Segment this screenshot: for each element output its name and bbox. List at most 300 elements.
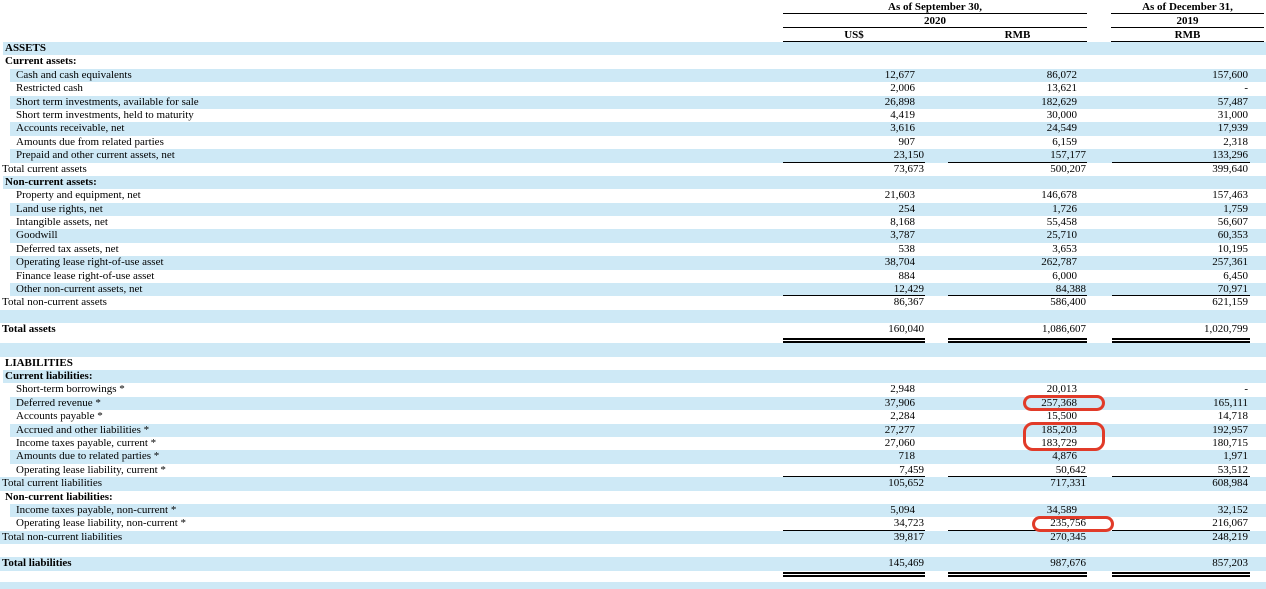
value-text: - [1244,82,1248,95]
value-usd [783,122,925,135]
value-text: 26,898 [884,95,915,108]
value-text: 4,876 [1052,450,1077,463]
value-rmb-2019 [1112,96,1250,109]
value-rmb-2020 [948,136,1087,149]
value-text: 27,060 [884,436,915,449]
value-usd [783,410,925,423]
column-gap [1087,464,1112,477]
value-text: 21,603 [884,189,915,202]
value-rmb-2020 [948,464,1087,477]
column-gap [1087,14,1111,28]
right-pad [1250,189,1266,202]
value-usd [783,42,925,55]
value-text: 39,817 [893,530,924,543]
row-label: Total assets [2,323,56,336]
column-gap [1087,136,1112,149]
value-text: 987,676 [1050,557,1086,570]
column-gap [925,383,948,396]
right-pad [1250,163,1266,176]
right-pad [1250,397,1266,410]
column-gap [925,504,948,517]
value-rmb-2020 [948,437,1087,450]
table-row-blank [0,582,1266,589]
table-row [0,383,1266,396]
value-usd [783,69,925,82]
value-usd [783,517,925,530]
value-rmb-2019 [1112,370,1250,383]
column-gap [925,283,948,296]
value-usd [783,464,925,477]
column-gap [1087,504,1112,517]
column-gap [925,410,948,423]
value-text: 6,159 [1052,135,1077,148]
right-pad [1250,229,1266,242]
value-text: 24,549 [1046,122,1077,135]
column-gap [925,464,948,477]
table-row [0,357,1266,370]
value-rmb-2020 [948,109,1087,122]
row-label: Accounts receivable, net [16,122,125,135]
value-text: 262,787 [1041,256,1077,269]
value-text: 38,704 [884,256,915,269]
row-label: Operating lease liability, current * [16,463,166,476]
column-gap [1087,323,1112,343]
value-rmb-2020 [948,383,1087,396]
column-gap [925,397,948,410]
value-usd [783,176,925,189]
value-usd [783,229,925,242]
column-gap [1087,397,1112,410]
value-text: 857,203 [1212,557,1248,570]
balance-sheet-table-body [0,42,1266,589]
value-rmb-2019 [1112,270,1250,283]
right-pad [1250,122,1266,135]
value-usd [783,82,925,95]
value-text: 17,939 [1217,122,1248,135]
row-label: Goodwill [16,229,58,242]
value-rmb-2020 [948,477,1087,490]
right-pad [1250,256,1266,269]
row-label: Current assets: [5,55,77,68]
table-row [0,477,1266,490]
column-gap [925,82,948,95]
column-gap [925,176,948,189]
right-pad [1250,357,1266,370]
value-rmb-2020 [948,504,1087,517]
value-text: 185,203 [1041,423,1077,436]
value-rmb-2019 [1112,491,1250,504]
value-rmb-2019 [1112,136,1250,149]
value-rmb-2020 [948,163,1087,176]
right-pad [1250,477,1266,490]
column-gap [1087,149,1112,162]
value-text: 6,450 [1223,269,1248,282]
right-pad [1250,504,1266,517]
value-text: 500,207 [1050,162,1086,175]
value-rmb-2020 [948,397,1087,410]
header-period-sep30: As of September 30, [783,0,1087,14]
value-text: 10,195 [1217,242,1248,255]
value-rmb-2020 [948,69,1087,82]
value-rmb-2020 [948,189,1087,202]
value-usd [783,216,925,229]
table-row [0,437,1266,450]
value-text: 216,067 [1212,517,1248,530]
value-usd [783,477,925,490]
value-rmb-2019 [1112,410,1250,423]
column-gap [925,437,948,450]
column-gap [925,296,948,309]
value-text: 248,219 [1212,530,1248,543]
value-text: 621,159 [1212,296,1248,309]
value-text: 56,607 [1217,216,1248,229]
value-usd [783,323,925,343]
value-rmb-2019 [1112,437,1250,450]
column-gap [925,96,948,109]
value-usd [783,383,925,396]
value-rmb-2019 [1112,397,1250,410]
column-gap [1087,557,1112,577]
right-pad [1250,42,1266,55]
column-gap [925,229,948,242]
value-rmb-2020 [948,176,1087,189]
value-text: 20,013 [1046,383,1077,396]
table-row [0,397,1266,410]
value-text: 105,652 [888,477,924,490]
value-rmb-2020 [948,96,1087,109]
value-text: 165,111 [1213,396,1248,409]
value-text: 192,957 [1212,423,1248,436]
column-gap [1087,477,1112,490]
value-rmb-2020 [948,557,1087,577]
column-gap [925,136,948,149]
column-gap [925,149,948,162]
value-text: 183,729 [1041,436,1077,449]
value-text: 13,621 [1046,82,1077,95]
column-gap [1087,109,1112,122]
value-rmb-2019 [1112,477,1250,490]
value-rmb-2019 [1112,283,1250,296]
value-rmb-2020 [948,323,1087,343]
value-text: 538 [898,242,915,255]
value-rmb-2020 [948,229,1087,242]
column-gap [1087,55,1112,68]
value-text: 27,277 [884,423,915,436]
table-row-blank [0,544,1266,557]
row-label: Non-current assets: [5,175,97,188]
column-gap [1087,0,1111,14]
right-pad [1250,270,1266,283]
value-rmb-2019 [1112,256,1250,269]
column-gap [1087,450,1112,463]
right-pad [1250,55,1266,68]
value-rmb-2020 [948,42,1087,55]
column-gap [925,491,948,504]
header-label-spacer [0,0,783,14]
value-usd [783,163,925,176]
value-rmb-2019 [1112,55,1250,68]
column-gap [1087,517,1112,530]
value-text: 133,296 [1212,149,1248,162]
row-label: Restricted cash [16,82,83,95]
table-row [0,69,1266,82]
value-rmb-2019 [1112,517,1250,530]
value-text: 86,072 [1046,68,1077,81]
value-rmb-2019 [1112,82,1250,95]
value-usd [783,531,925,544]
value-rmb-2019 [1112,149,1250,162]
value-text: 160,040 [888,323,924,336]
row-label: Non-current liabilities: [5,490,113,503]
header-label-spacer [0,28,783,42]
value-rmb-2020 [948,357,1087,370]
row-label: Amounts due to related parties * [16,450,160,463]
row-label: Cash and cash equivalents [16,68,132,81]
value-text: 5,094 [890,503,915,516]
right-pad [1250,370,1266,383]
value-usd [783,296,925,309]
right-pad [1250,136,1266,149]
right-pad [1250,517,1266,530]
row-label: Deferred tax assets, net [16,242,119,255]
column-gap [1087,96,1112,109]
value-rmb-2019 [1112,323,1250,343]
right-pad [1250,109,1266,122]
value-rmb-2020 [948,531,1087,544]
table-row [0,283,1266,296]
value-rmb-2019 [1112,189,1250,202]
value-usd [783,283,925,296]
right-pad [1250,69,1266,82]
right-pad [1250,450,1266,463]
value-text: 73,673 [893,162,924,175]
row-label: Finance lease right-of-use asset [16,269,155,282]
row-label: Short term investments, available for sale [16,95,199,108]
column-gap [925,243,948,256]
column-gap [1087,122,1112,135]
column-gap [925,256,948,269]
value-text: 84,388 [1055,283,1086,296]
row-label: Short-term borrowings * [16,383,125,396]
value-usd [783,357,925,370]
value-text: 235,756 [1050,517,1086,530]
column-gap [925,477,948,490]
value-text: 30,000 [1046,108,1077,121]
value-rmb-2019 [1112,163,1250,176]
column-gap [925,216,948,229]
value-usd [783,243,925,256]
table-row [0,189,1266,202]
row-label: Total liabilities [2,557,72,570]
value-text: 145,469 [888,557,924,570]
value-rmb-2020 [948,410,1087,423]
column-gap [925,270,948,283]
table-row [0,270,1266,283]
value-text: 157,600 [1212,68,1248,81]
right-pad [1250,383,1266,396]
column-gap [925,450,948,463]
table-row [0,136,1266,149]
table-header-row-2 [0,14,1266,28]
column-gap [1087,531,1112,544]
column-gap [925,357,948,370]
column-gap [925,163,948,176]
value-text: 53,512 [1217,463,1248,476]
value-usd [783,256,925,269]
value-rmb-2020 [948,450,1087,463]
value-text: 182,629 [1041,95,1077,108]
table-row [0,464,1266,477]
table-row [0,517,1266,530]
value-text: 157,177 [1050,149,1086,162]
value-usd [783,109,925,122]
value-text: 50,642 [1055,463,1086,476]
row-label: Amounts due from related parties [16,135,164,148]
value-rmb-2019 [1112,296,1250,309]
column-gap [1087,229,1112,242]
value-text: 8,168 [890,216,915,229]
table-row [0,557,1266,577]
column-gap [1087,491,1112,504]
value-usd [783,270,925,283]
value-usd [783,136,925,149]
row-label: Total non-current assets [2,296,107,309]
table-row [0,109,1266,122]
value-rmb-2020 [948,424,1087,437]
value-text: 15,500 [1046,410,1077,423]
column-gap [1087,203,1112,216]
value-text: 12,677 [884,68,915,81]
value-rmb-2019 [1112,531,1250,544]
col-header-rmb-2020: RMB [1004,29,1031,41]
row-label: Current liabilities: [5,369,93,382]
value-rmb-2019 [1112,383,1250,396]
table-row-blank [0,343,1266,356]
value-usd [783,96,925,109]
value-text: 254 [898,202,915,215]
row-label: Operating lease liability, non-current * [16,517,187,530]
column-gap [1087,424,1112,437]
table-header-row-3 [0,28,1266,42]
column-gap [1087,256,1112,269]
table-row [0,323,1266,343]
value-rmb-2019 [1112,357,1250,370]
value-text: 3,616 [890,122,915,135]
table-row [0,122,1266,135]
column-gap [925,122,948,135]
value-text: 2,948 [890,383,915,396]
right-pad [1250,283,1266,296]
right-pad [1250,149,1266,162]
right-pad [1250,437,1266,450]
value-text: 718 [898,450,915,463]
value-rmb-2020 [948,55,1087,68]
row-label: Property and equipment, net [16,189,141,202]
column-gap [1087,410,1112,423]
table-row [0,491,1266,504]
value-text: 399,640 [1212,162,1248,175]
column-gap [925,69,948,82]
column-gap [1087,243,1112,256]
row-label: Intangible assets, net [16,216,108,229]
column-gap [925,42,948,55]
value-text: 57,487 [1217,95,1248,108]
value-rmb-2019 [1112,243,1250,256]
value-text: 1,086,607 [1042,323,1086,336]
value-usd [783,203,925,216]
col-header-usd: US$ [844,29,864,41]
header-label-spacer [0,14,783,28]
value-rmb-2019 [1112,122,1250,135]
value-rmb-2019 [1112,203,1250,216]
table-row [0,149,1266,162]
value-text: - [1244,383,1248,396]
value-rmb-2020 [948,270,1087,283]
table-row [0,243,1266,256]
value-text: 3,653 [1052,242,1077,255]
value-rmb-2019 [1112,557,1250,577]
column-gap [1087,383,1112,396]
value-text: 70,971 [1217,283,1248,296]
value-usd [783,397,925,410]
value-text: 2,318 [1223,135,1248,148]
value-text: 32,152 [1217,503,1248,516]
value-text: 31,000 [1217,108,1248,121]
value-rmb-2020 [948,149,1087,162]
table-row [0,163,1266,176]
table-row [0,203,1266,216]
table-header-row-1 [0,0,1266,14]
right-pad [1250,531,1266,544]
value-rmb-2019 [1112,229,1250,242]
value-rmb-2019 [1112,176,1250,189]
row-label: Total current assets [2,162,87,175]
column-gap [1087,437,1112,450]
value-text: 12,429 [893,283,924,296]
value-usd [783,557,925,577]
table-row [0,450,1266,463]
value-rmb-2020 [948,517,1087,530]
column-gap [1087,69,1112,82]
right-pad [1250,243,1266,256]
column-gap [925,323,948,343]
row-label: Operating lease right-of-use asset [16,256,164,269]
right-pad [1250,216,1266,229]
column-gap [1087,216,1112,229]
value-rmb-2019 [1112,464,1250,477]
value-usd [783,424,925,437]
header-year-2019: 2019 [1111,14,1264,28]
value-text: 608,984 [1212,477,1248,490]
value-rmb-2019 [1112,424,1250,437]
value-rmb-2019 [1112,216,1250,229]
column-gap [925,424,948,437]
value-usd [783,55,925,68]
col-header-rmb-2019: RMB [1111,28,1264,42]
value-rmb-2020 [948,296,1087,309]
row-label: Short term investments, held to maturity [16,108,194,121]
value-text: 884 [898,269,915,282]
value-rmb-2020 [948,122,1087,135]
table-row [0,531,1266,544]
row-label: Total current liabilities [2,477,103,490]
table-row [0,229,1266,242]
column-gap [925,370,948,383]
row-label: Prepaid and other current assets, net [16,149,175,162]
value-text: 37,906 [884,396,915,409]
column-gap [925,531,948,544]
row-label: Other non-current assets, net [16,283,143,296]
